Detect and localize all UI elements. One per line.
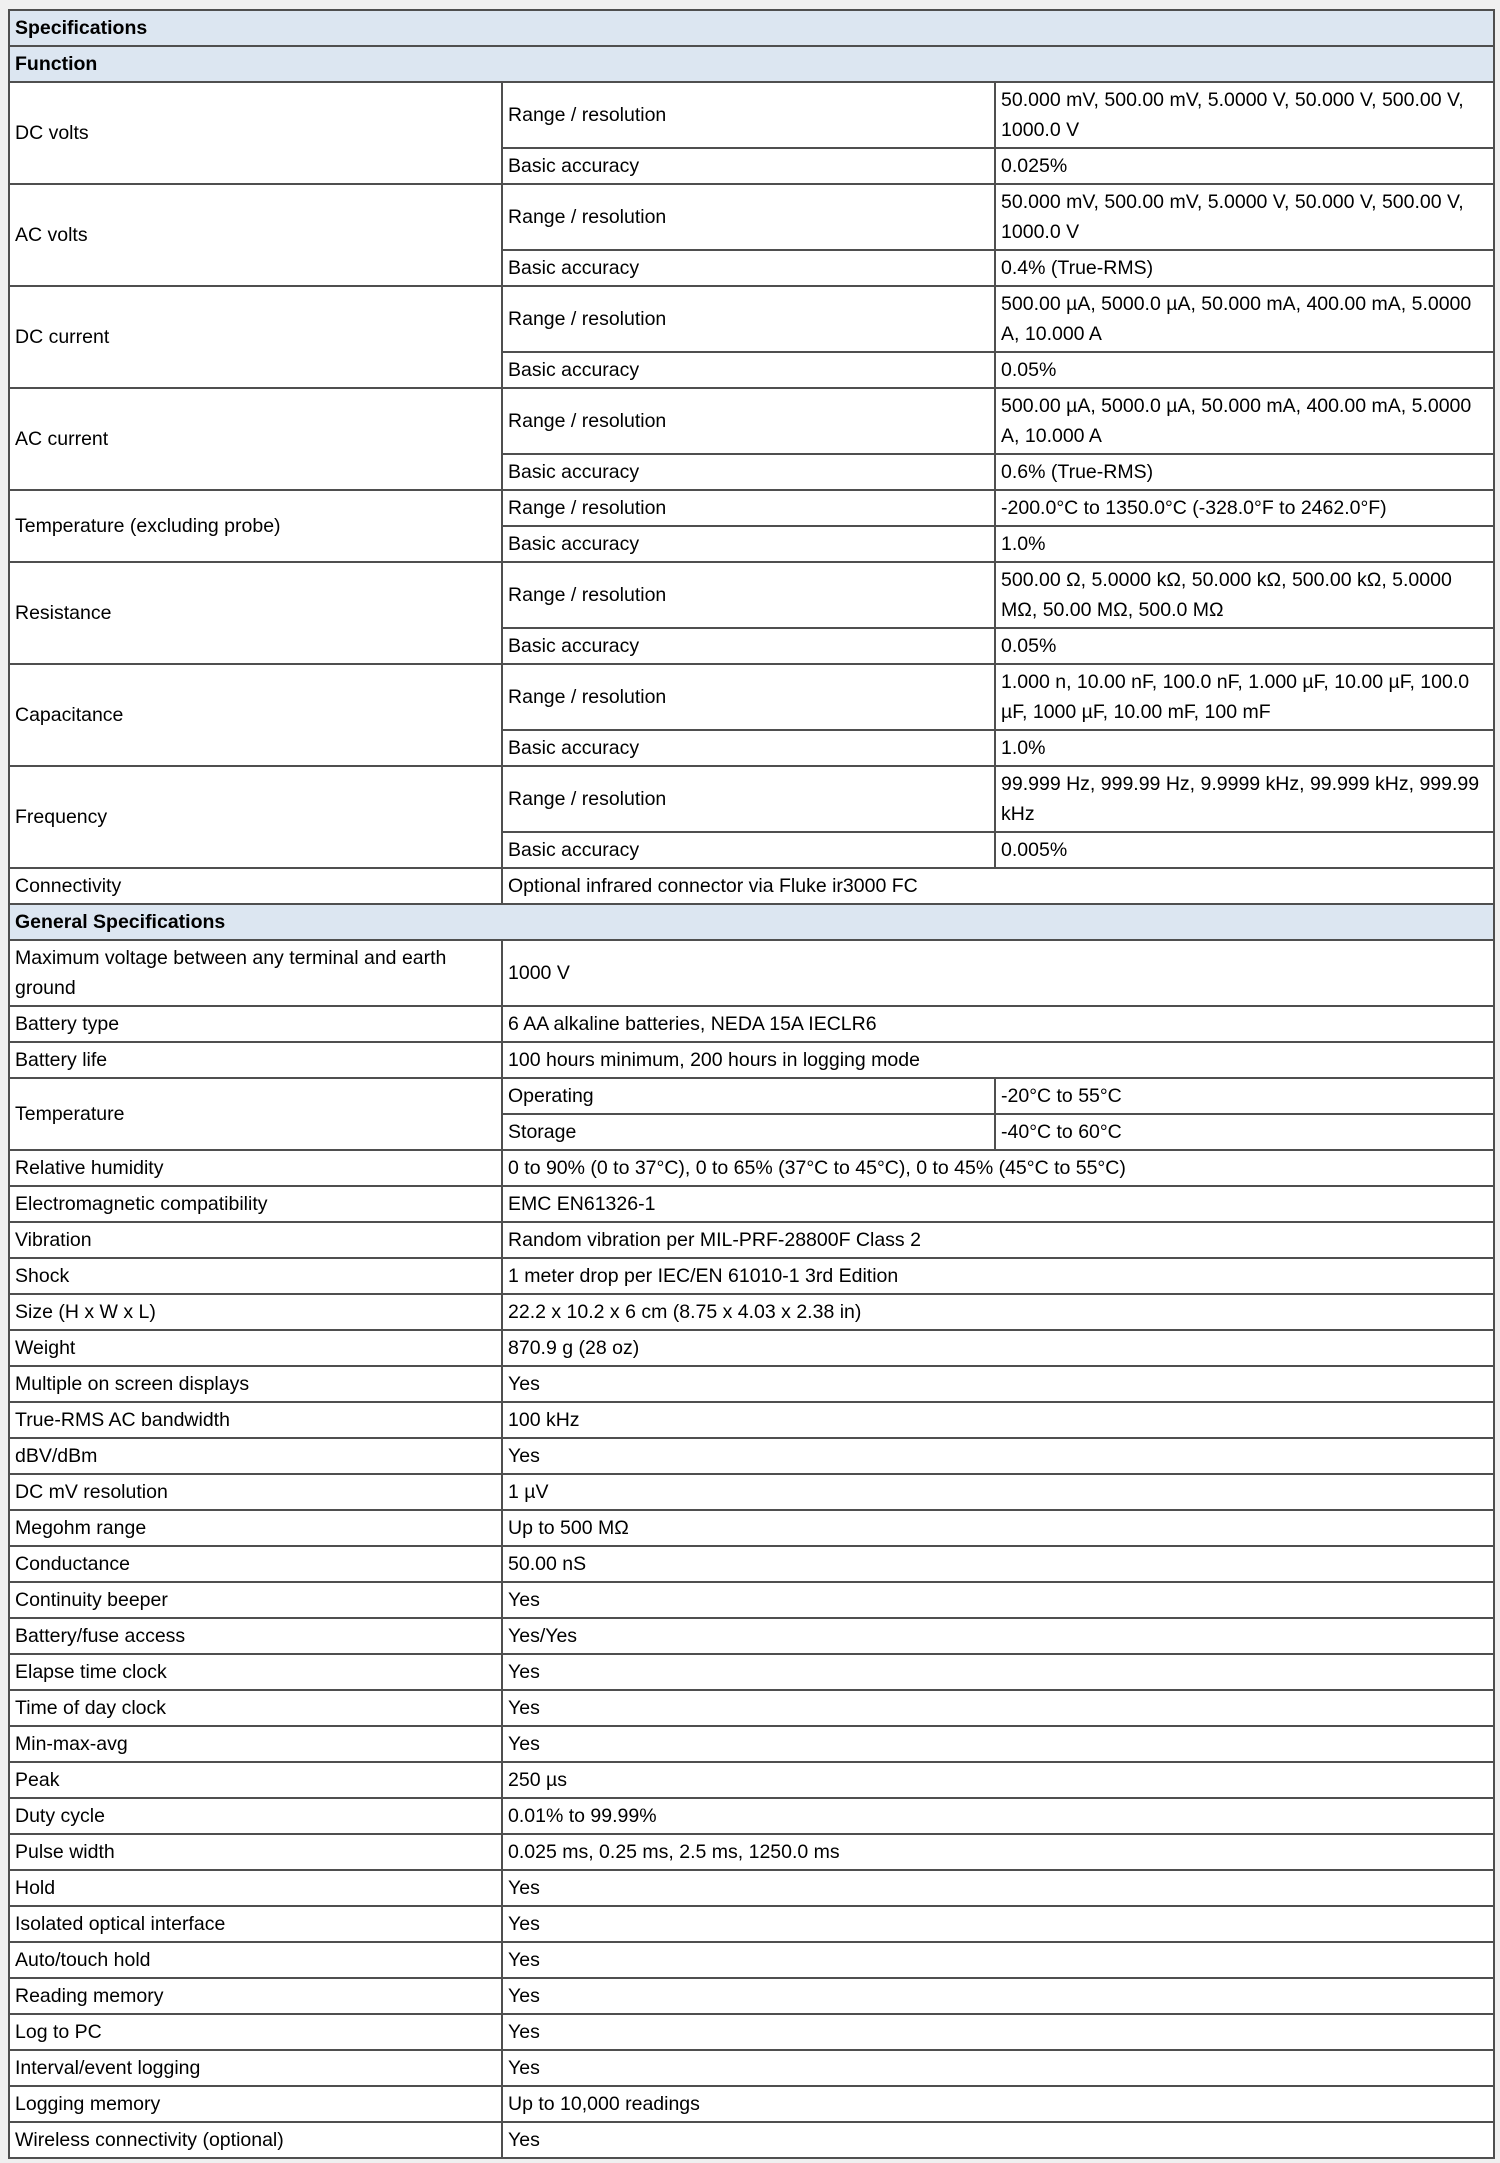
spec-cell: 1000 V xyxy=(502,940,1494,1006)
spec-cell: Isolated optical interface xyxy=(9,1906,502,1942)
spec-cell: Basic accuracy xyxy=(502,730,995,766)
spec-cell: Hold xyxy=(9,1870,502,1906)
row-battery-type xyxy=(9,1006,1494,1042)
spec-cell: Reading memory xyxy=(9,1978,502,2014)
spec-cell: Yes xyxy=(502,1582,1494,1618)
spec-cell: 0.01% to 99.99% xyxy=(502,1798,1494,1834)
spec-cell: 50.00 nS xyxy=(502,1546,1494,1582)
spec-cell: Yes xyxy=(502,1906,1494,1942)
spec-cell: Temperature xyxy=(9,1078,502,1150)
row-battery-fuse-access xyxy=(9,1618,1494,1654)
spec-cell: Weight xyxy=(9,1330,502,1366)
spec-cell: 0.025% xyxy=(995,148,1494,184)
spec-cell: 500.00 µA, 5000.0 µA, 50.000 mA, 400.00 mA, 5.0000 A, 10.000 A xyxy=(995,388,1494,454)
spec-cell: 50.000 mV, 500.00 mV, 5.0000 V, 50.000 V, 500.00 V, 1000.0 V xyxy=(995,184,1494,250)
spec-cell: Range / resolution xyxy=(502,184,995,250)
row-connectivity xyxy=(9,868,1494,904)
spec-cell: Continuity beeper xyxy=(9,1582,502,1618)
spec-cell: Vibration xyxy=(9,1222,502,1258)
spec-cell: Yes xyxy=(502,1978,1494,2014)
row-vibration xyxy=(9,1222,1494,1258)
row-true-rms-ac-bandwidth xyxy=(9,1402,1494,1438)
spec-cell: Yes xyxy=(502,2122,1494,2158)
spec-cell: 50.000 mV, 500.00 mV, 5.0000 V, 50.000 V, 500.00 V, 1000.0 V xyxy=(995,82,1494,148)
row-shock xyxy=(9,1258,1494,1294)
spec-cell: Time of day clock xyxy=(9,1690,502,1726)
row-dbv-dbm xyxy=(9,1438,1494,1474)
spec-cell: 0.4% (True-RMS) xyxy=(995,250,1494,286)
row-maximum-voltage-between-any-terminal-and xyxy=(9,940,1494,1006)
spec-cell: 1.000 n, 10.00 nF, 100.0 nF, 1.000 µF, 10.00 µF, 100.0 µF, 1000 µF, 10.00 mF, 100 mF xyxy=(995,664,1494,730)
spec-cell: Battery type xyxy=(9,1006,502,1042)
row-dc-volts xyxy=(9,82,1494,148)
spec-cell: DC current xyxy=(9,286,502,388)
spec-cell: 1 meter drop per IEC/EN 61010-1 3rd Edition xyxy=(502,1258,1494,1294)
spec-cell: Connectivity xyxy=(9,868,502,904)
spec-cell: 1.0% xyxy=(995,526,1494,562)
specifications-table xyxy=(8,9,1495,2159)
spec-cell: Size (H x W x L) xyxy=(9,1294,502,1330)
row-general-specifications xyxy=(9,904,1494,940)
row-dc-mv-resolution xyxy=(9,1474,1494,1510)
spec-cell: Wireless connectivity (optional) xyxy=(9,2122,502,2158)
spec-cell: 0 to 90% (0 to 37°C), 0 to 65% (37°C to 45°C), 0 to 45% (45°C to 55°C) xyxy=(502,1150,1494,1186)
spec-cell: Yes xyxy=(502,2050,1494,2086)
spec-cell: Min-max-avg xyxy=(9,1726,502,1762)
spec-cell: Logging memory xyxy=(9,2086,502,2122)
row-temperature xyxy=(9,1078,1494,1114)
spec-cell: Basic accuracy xyxy=(502,352,995,388)
spec-cell: Yes xyxy=(502,1438,1494,1474)
row-battery-life xyxy=(9,1042,1494,1078)
spec-cell: Storage xyxy=(502,1114,995,1150)
row-capacitance xyxy=(9,664,1494,730)
spec-cell: AC current xyxy=(9,388,502,490)
row-isolated-optical-interface xyxy=(9,1906,1494,1942)
spec-cell: 0.05% xyxy=(995,352,1494,388)
spec-cell: 500.00 Ω, 5.0000 kΩ, 50.000 kΩ, 500.00 kΩ, 5.0000 MΩ, 50.00 MΩ, 500.0 MΩ xyxy=(995,562,1494,628)
section-header: Specifications xyxy=(9,10,1494,46)
spec-cell: Battery life xyxy=(9,1042,502,1078)
spec-cell: Optional infrared connector via Fluke ir3000 FC xyxy=(502,868,1494,904)
row-hold xyxy=(9,1870,1494,1906)
row-megohm-range xyxy=(9,1510,1494,1546)
spec-cell: Basic accuracy xyxy=(502,628,995,664)
spec-cell: Operating xyxy=(502,1078,995,1114)
spec-cell: Basic accuracy xyxy=(502,454,995,490)
row-resistance xyxy=(9,562,1494,628)
spec-cell: Range / resolution xyxy=(502,766,995,832)
spec-cell: DC volts xyxy=(9,82,502,184)
row-ac-volts xyxy=(9,184,1494,250)
spec-cell: 99.999 Hz, 999.99 Hz, 9.9999 kHz, 99.999 kHz, 999.99 kHz xyxy=(995,766,1494,832)
row-logging-memory xyxy=(9,2086,1494,2122)
spec-cell: Interval/event logging xyxy=(9,2050,502,2086)
spec-cell: Shock xyxy=(9,1258,502,1294)
spec-cell: Up to 500 MΩ xyxy=(502,1510,1494,1546)
row-ac-current xyxy=(9,388,1494,454)
row-size-h-x-w-x-l xyxy=(9,1294,1494,1330)
spec-cell: Resistance xyxy=(9,562,502,664)
spec-cell: 0.05% xyxy=(995,628,1494,664)
spec-cell: Maximum voltage between any terminal and earth ground xyxy=(9,940,502,1006)
spec-cell: Relative humidity xyxy=(9,1150,502,1186)
spec-cell: Conductance xyxy=(9,1546,502,1582)
row-auto-touch-hold xyxy=(9,1942,1494,1978)
row-function xyxy=(9,46,1494,82)
spec-cell: Pulse width xyxy=(9,1834,502,1870)
section-header: General Specifications xyxy=(9,904,1494,940)
spec-cell: 0.6% (True-RMS) xyxy=(995,454,1494,490)
spec-cell: 870.9 g (28 oz) xyxy=(502,1330,1494,1366)
spec-cell: Log to PC xyxy=(9,2014,502,2050)
spec-cell: Yes xyxy=(502,1870,1494,1906)
row-dc-current xyxy=(9,286,1494,352)
spec-cell: Range / resolution xyxy=(502,82,995,148)
spec-cell: Battery/fuse access xyxy=(9,1618,502,1654)
spec-cell: Basic accuracy xyxy=(502,148,995,184)
row-relative-humidity xyxy=(9,1150,1494,1186)
spec-cell: Up to 10,000 readings xyxy=(502,2086,1494,2122)
row-peak xyxy=(9,1762,1494,1798)
spec-cell: Basic accuracy xyxy=(502,832,995,868)
spec-cell: 22.2 x 10.2 x 6 cm (8.75 x 4.03 x 2.38 in) xyxy=(502,1294,1494,1330)
spec-cell: -200.0°C to 1350.0°C (-328.0°F to 2462.0°F) xyxy=(995,490,1494,526)
spec-cell: Basic accuracy xyxy=(502,526,995,562)
spec-cell: -40°C to 60°C xyxy=(995,1114,1494,1150)
spec-cell: Elapse time clock xyxy=(9,1654,502,1690)
spec-cell: Random vibration per MIL-PRF-28800F Class 2 xyxy=(502,1222,1494,1258)
row-log-to-pc xyxy=(9,2014,1494,2050)
row-electromagnetic-compatibility xyxy=(9,1186,1494,1222)
spec-cell: Range / resolution xyxy=(502,664,995,730)
spec-cell: Peak xyxy=(9,1762,502,1798)
spec-cell: Yes xyxy=(502,1366,1494,1402)
row-weight xyxy=(9,1330,1494,1366)
row-wireless-connectivity-optional xyxy=(9,2122,1494,2158)
spec-cell: Auto/touch hold xyxy=(9,1942,502,1978)
row-temperature-excluding-probe xyxy=(9,490,1494,526)
spec-cell: dBV/dBm xyxy=(9,1438,502,1474)
spec-cell: 100 kHz xyxy=(502,1402,1494,1438)
spec-cell: Yes xyxy=(502,2014,1494,2050)
spec-cell: Range / resolution xyxy=(502,388,995,454)
row-time-of-day-clock xyxy=(9,1690,1494,1726)
spec-cell: 0.025 ms, 0.25 ms, 2.5 ms, 1250.0 ms xyxy=(502,1834,1494,1870)
spec-cell: 500.00 µA, 5000.0 µA, 50.000 mA, 400.00 mA, 5.0000 A, 10.000 A xyxy=(995,286,1494,352)
row-multiple-on-screen-displays xyxy=(9,1366,1494,1402)
spec-cell: Duty cycle xyxy=(9,1798,502,1834)
spec-cell: 100 hours minimum, 200 hours in logging mode xyxy=(502,1042,1494,1078)
spec-cell: Yes/Yes xyxy=(502,1618,1494,1654)
row-conductance xyxy=(9,1546,1494,1582)
spec-cell: Temperature (excluding probe) xyxy=(9,490,502,562)
spec-cell: Yes xyxy=(502,1690,1494,1726)
spec-cell: Capacitance xyxy=(9,664,502,766)
row-reading-memory xyxy=(9,1978,1494,2014)
row-frequency xyxy=(9,766,1494,832)
spec-cell: Megohm range xyxy=(9,1510,502,1546)
spec-cell: Yes xyxy=(502,1654,1494,1690)
spec-cell: Basic accuracy xyxy=(502,250,995,286)
spec-cell: 250 µs xyxy=(502,1762,1494,1798)
spec-cell: 1.0% xyxy=(995,730,1494,766)
section-header: Function xyxy=(9,46,1494,82)
spec-cell: 0.005% xyxy=(995,832,1494,868)
spec-cell: -20°C to 55°C xyxy=(995,1078,1494,1114)
spec-cell: AC volts xyxy=(9,184,502,286)
spec-cell: DC mV resolution xyxy=(9,1474,502,1510)
spec-cell: True-RMS AC bandwidth xyxy=(9,1402,502,1438)
row-pulse-width xyxy=(9,1834,1494,1870)
row-specifications xyxy=(9,10,1494,46)
spec-cell: 1 µV xyxy=(502,1474,1494,1510)
row-min-max-avg xyxy=(9,1726,1494,1762)
spec-cell: EMC EN61326-1 xyxy=(502,1186,1494,1222)
spec-cell: Multiple on screen displays xyxy=(9,1366,502,1402)
spec-cell: Frequency xyxy=(9,766,502,868)
spec-cell: Yes xyxy=(502,1726,1494,1762)
row-interval-event-logging xyxy=(9,2050,1494,2086)
spec-cell: Electromagnetic compatibility xyxy=(9,1186,502,1222)
spec-cell: Range / resolution xyxy=(502,562,995,628)
row-elapse-time-clock xyxy=(9,1654,1494,1690)
spec-cell: Range / resolution xyxy=(502,286,995,352)
spec-cell: 6 AA alkaline batteries, NEDA 15A IECLR6 xyxy=(502,1006,1494,1042)
row-continuity-beeper xyxy=(9,1582,1494,1618)
spec-cell: Range / resolution xyxy=(502,490,995,526)
row-duty-cycle xyxy=(9,1798,1494,1834)
spec-cell: Yes xyxy=(502,1942,1494,1978)
spec-table-body xyxy=(9,10,1494,2158)
